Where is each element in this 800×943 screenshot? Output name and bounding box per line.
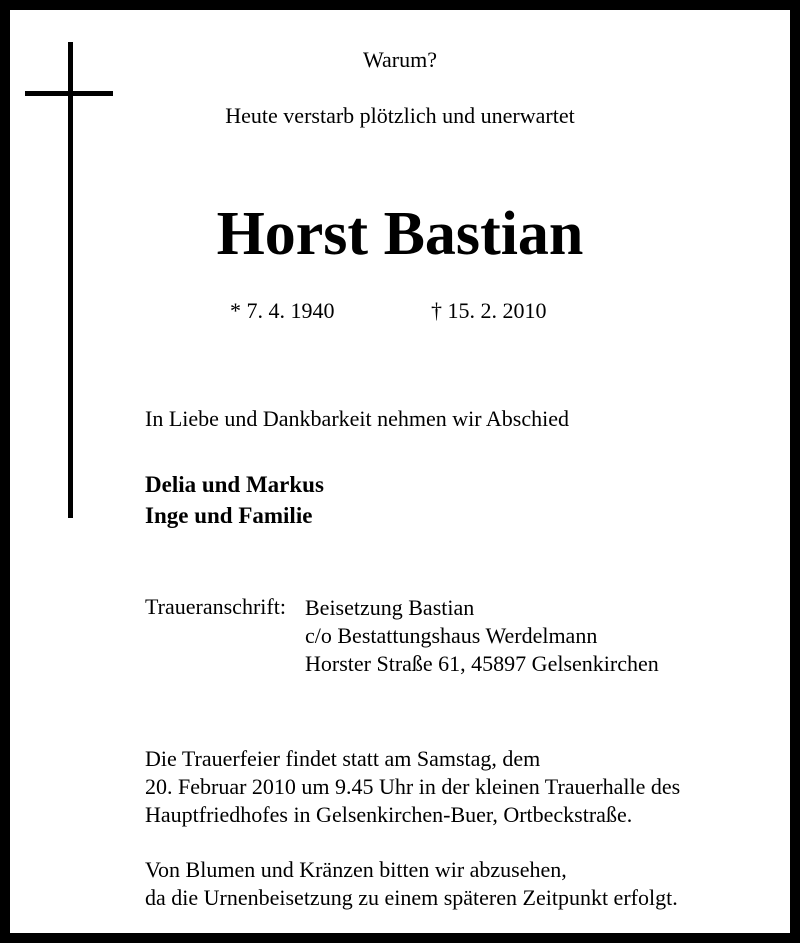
mourners-list	[145, 469, 324, 531]
ceremony-line: 20. Februar 2010 um 9.45 Uhr in der kleinen Trauerhalle des	[145, 774, 681, 799]
birth-date: * 7. 4. 1940	[230, 298, 335, 323]
death-date: † 15. 2. 2010	[431, 298, 547, 323]
intro-question: Warum?	[363, 47, 437, 72]
intro-line: Heute verstarb plötzlich und unerwartet	[225, 103, 575, 128]
farewell-text: In Liebe und Dankbarkeit nehmen wir Abschied	[145, 406, 569, 431]
address-line: Beisetzung Bastian	[305, 595, 475, 620]
address-block	[305, 594, 659, 678]
flowers-note	[145, 856, 678, 912]
obituary-notice	[10, 10, 790, 933]
ceremony-line: Die Trauerfeier findet statt am Samstag, dem	[145, 746, 541, 771]
mourner: Inge und Familie	[145, 503, 313, 528]
address-line: c/o Bestattungshaus Werdelmann	[305, 623, 598, 648]
ceremony-info	[145, 745, 680, 829]
mourner: Delia und Markus	[145, 472, 324, 497]
address-label: Traueranschrift:	[145, 594, 286, 619]
ceremony-line: Hauptfriedhofes in Gelsenkirchen-Buer, Ortbeckstraße.	[145, 802, 633, 827]
cross-horizontal-bar	[25, 91, 113, 96]
flowers-note-line: Von Blumen und Kränzen bitten wir abzusehen,	[145, 857, 567, 882]
deceased-name: Horst Bastian	[216, 200, 584, 268]
address-line: Horster Straße 61, 45897 Gelsenkirchen	[305, 651, 659, 676]
flowers-note-line: da die Urnenbeisetzung zu einem späteren Zeitpunkt erfolgt.	[145, 885, 678, 910]
